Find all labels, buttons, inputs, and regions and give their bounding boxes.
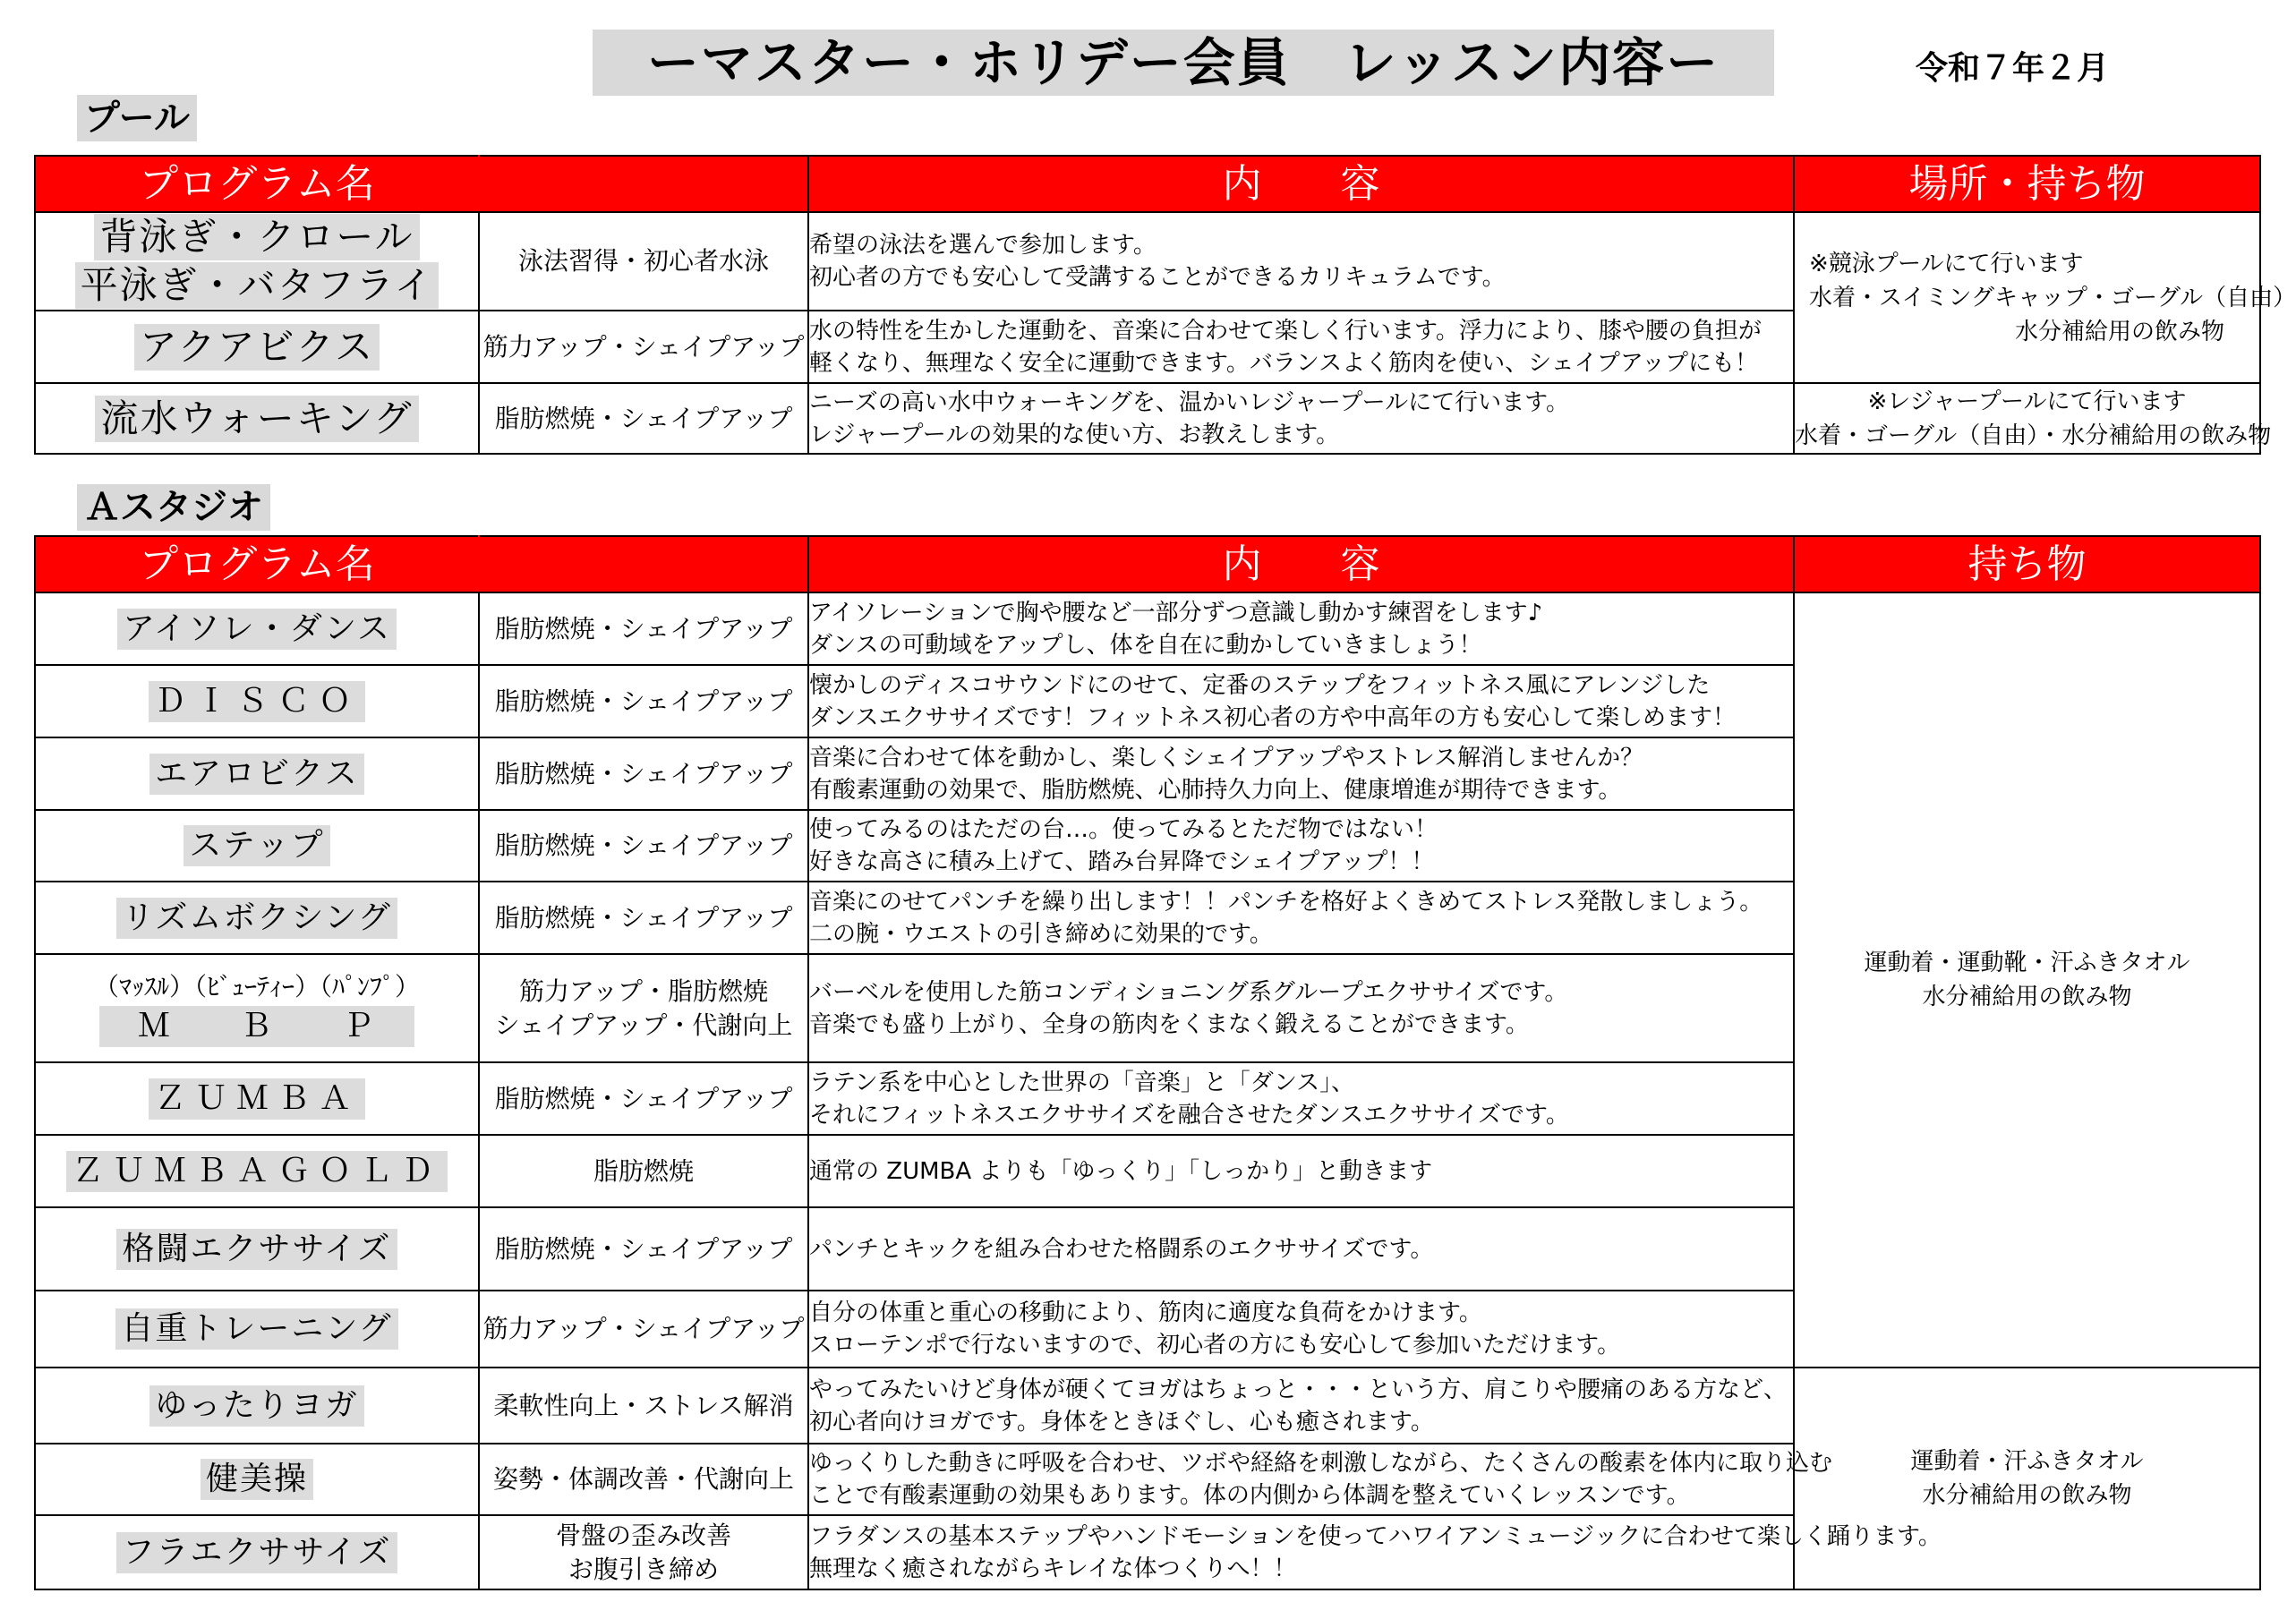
description-line: ゆっくりした動きに呼吸を合わせ、ツボや経絡を刺激しながら、たくさんの酸素を体内に取り込む	[809, 1450, 1832, 1477]
program-name-text: フラエクササイズ	[116, 1532, 397, 1573]
category-line: お腹引き締め	[568, 1554, 719, 1584]
description-line: レジャープールの効果的な使い方、お教えします。	[809, 421, 1340, 448]
items-line: 水分補給用の飲み物	[2015, 318, 2225, 345]
program-name-text: 流水ウォーキング	[95, 396, 418, 442]
header-content: 内 容	[808, 156, 1794, 212]
header-blank	[479, 156, 808, 212]
description-line: 音楽に合わせて体を動かし、楽しくシェイプアップやストレス解消しませんか？	[809, 744, 1644, 771]
description-line: パンチとキックを組み合わせた格闘系のエクササイズです。	[809, 1235, 1434, 1263]
items-line: 運動着・運動靴・汗ふきタオル	[1864, 950, 2190, 976]
program-category: 姿勢・体調改善・代謝向上	[479, 1444, 808, 1515]
program-name-text: Ｍ Ｂ Ｐ	[99, 1006, 414, 1047]
header-program: プログラム名	[35, 156, 479, 212]
program-name	[35, 810, 479, 882]
description-line: 音楽でも盛り上がり、全身の筋肉をくまなく鍛えることができます。	[809, 1010, 1529, 1038]
items-line: 水分補給用の飲み物	[1922, 1482, 2132, 1509]
program-name-text: リズムボクシング	[116, 898, 397, 939]
document-title: ーマスター・ホリデー会員 レッスン内容ー	[593, 30, 1774, 96]
items-line: 水着・スイミングキャップ・ゴーグル（自由）	[1809, 284, 2296, 311]
program-description	[808, 1207, 1794, 1291]
program-name-line: 平泳ぎ・バタフライ	[75, 262, 440, 309]
program-category: 脂肪燃焼	[479, 1135, 808, 1207]
document-date: 令和７年２月	[1916, 50, 2110, 87]
description-line: ことで有酸素運動の効果もあります。体の内側から体調を整えていくレッスンです。	[809, 1482, 1690, 1509]
program-description	[808, 1062, 1794, 1135]
items-line: ※レジャープールにて行います	[1867, 388, 2187, 415]
items-cell	[1794, 1368, 2260, 1589]
program-category: 筋力アップ・シェイプアップ	[479, 1291, 808, 1368]
program-name	[35, 311, 479, 383]
program-name	[35, 737, 479, 810]
items-cell	[1794, 592, 2260, 1368]
section-heading-studio: Ａスタジオ	[77, 484, 270, 531]
program-description	[808, 212, 1794, 311]
program-description	[808, 1515, 1942, 1589]
description-line: ニーズの高い水中ウォーキングを、温かいレジャープールにて行います。	[809, 388, 1570, 416]
program-name	[35, 1515, 479, 1589]
program-category	[479, 954, 808, 1062]
description-line: それにフィットネスエクササイズを融合させたダンスエクササイズです。	[809, 1101, 1569, 1129]
program-description	[808, 954, 1794, 1062]
program-category: 脂肪燃焼・シェイプアップ	[479, 737, 808, 810]
program-name-text: ＺＵＭＢＡＧＯＬＤ	[66, 1151, 448, 1192]
program-name	[35, 212, 479, 311]
program-description	[808, 665, 1794, 737]
items-cell	[1794, 383, 2272, 454]
program-description	[808, 1135, 1794, 1207]
program-description	[808, 592, 1794, 665]
program-description	[808, 1291, 1794, 1368]
items-line: ※競泳プールにて行います	[1809, 250, 2084, 277]
program-name	[35, 665, 479, 737]
category-line: 骨盤の歪み改善	[555, 1520, 731, 1550]
header-content: 内 容	[808, 536, 1794, 592]
description-line: ダンスの可動域をアップし、体を自在に動かしていきましょう！	[809, 631, 1482, 659]
table-row	[35, 383, 2260, 454]
program-name-line: 背泳ぎ・クロール	[94, 214, 419, 260]
program-name	[35, 1062, 479, 1135]
description-line: 軽くなり、無理なく安全に運動できます。バランスよく筋肉を使い、シェイプアップにも！	[809, 349, 1759, 377]
program-category: 脂肪燃焼・シェイプアップ	[479, 1207, 808, 1291]
program-name	[35, 1135, 479, 1207]
program-name	[35, 383, 479, 454]
description-line: ダンスエクササイズです！フィットネス初心者の方や中高年の方も安心して楽しめます！	[809, 703, 1737, 731]
description-line: 音楽にのせてパンチを繰り出します！！パンチを格好よくきめてストレス発散しましょう。	[809, 888, 1763, 916]
program-category: 脂肪燃焼・シェイプアップ	[479, 383, 808, 454]
description-line: 有酸素運動の効果で、脂肪燃焼、心肺持久力向上、健康増進が期待できます。	[809, 776, 1622, 804]
program-description	[808, 311, 1794, 383]
table-row	[35, 212, 2260, 311]
program-name-text: 自重トレーニング	[115, 1308, 397, 1350]
description-line: スローテンポで行ないますので、初心者の方にも安心して参加いただけます。	[809, 1332, 1621, 1359]
program-name-text: 健美操	[201, 1459, 313, 1500]
header-items: 持ち物	[1794, 536, 2260, 592]
table-row	[35, 1368, 2260, 1444]
category-line: 筋力アップ・脂肪燃焼	[518, 976, 769, 1006]
description-line: 希望の泳法を選んで参加します。	[809, 232, 1157, 259]
program-name-text: 格闘エクササイズ	[116, 1229, 397, 1270]
items-cell	[1794, 212, 2296, 383]
description-line: 使ってみるのはただの台…。使ってみるとただ物ではない！	[809, 816, 1438, 843]
studio-lesson-table	[34, 535, 2261, 1590]
table-header-row	[35, 156, 2260, 212]
program-category	[479, 1515, 808, 1589]
description-line: 懐かしのディスコサウンドにのせて、定番のステップをフィットネス風にアレンジした	[809, 671, 1711, 699]
program-name	[35, 954, 479, 1062]
header-blank	[479, 536, 808, 592]
description-line: 水の特性を生かした運動を、音楽に合わせて楽しく行います。浮力により、膝や腰の負担が	[809, 317, 1762, 345]
program-name	[35, 592, 479, 665]
description-line: 自分の体重と重心の移動により、筋肉に適度な負荷をかけます。	[809, 1299, 1482, 1326]
pool-lesson-table	[34, 155, 2296, 455]
description-line: アイソレーションで胸や腰など一部分ずつ意識し動かす練習をします♪	[809, 599, 1543, 626]
description-line: 二の腕・ウエストの引き締めに効果的です。	[809, 920, 1273, 948]
program-name-text: ＤＩＳＣＯ	[149, 681, 365, 722]
program-description	[808, 882, 1794, 954]
description-line: 好きな高さに積み上げて、踏み台昇降でシェイプアップ！！	[809, 848, 1435, 875]
program-name	[35, 882, 479, 954]
description-line: 無理なく癒されながらキレイな体つくりへ！！	[809, 1555, 1297, 1582]
program-category: 脂肪燃焼・シェイプアップ	[479, 1062, 808, 1135]
table-header-row	[35, 536, 2260, 592]
section-heading-pool: プール	[77, 95, 197, 141]
header-items: 場所・持ち物	[1794, 156, 2260, 212]
table-row	[35, 592, 2260, 665]
description-line: やってみたいけど身体が硬くてヨガはちょっと・・・という方、肩こりや腰痛のある方など、	[809, 1376, 1788, 1403]
description-line: ラテン系を中心とした世界の「音楽」と「ダンス」、	[809, 1069, 1355, 1096]
header-program: プログラム名	[35, 536, 479, 592]
program-category: 脂肪燃焼・シェイプアップ	[479, 810, 808, 882]
items-line: 水分補給用の飲み物	[1922, 984, 2132, 1010]
program-category: 脂肪燃焼・シェイプアップ	[479, 592, 808, 665]
program-name-text: ステップ	[184, 825, 329, 866]
program-name-text: ゆったりヨガ	[149, 1385, 364, 1427]
program-category: 柔軟性向上・ストレス解消	[479, 1368, 808, 1444]
description-line: フラダンスの基本ステップやハンドモーションを使ってハワイアンミュージックに合わせて楽しく踊ります。	[809, 1522, 1942, 1550]
program-category: 脂肪燃焼・シェイプアップ	[479, 882, 808, 954]
program-description	[808, 1444, 1832, 1515]
description-line: バーベルを使用した筋コンディショニング系グループエクササイズです。	[809, 978, 1568, 1006]
category-line: シェイプアップ・代謝向上	[494, 1010, 793, 1040]
items-line: 運動着・汗ふきタオル	[1910, 1448, 2144, 1475]
program-name	[35, 1291, 479, 1368]
program-name	[35, 1368, 479, 1444]
program-name-text: エアロビクス	[149, 754, 364, 795]
program-name-text: ＺＵＭＢＡ	[149, 1078, 365, 1120]
items-line: 水着・ゴーグル（自由）・水分補給用の飲み物	[1795, 422, 2272, 449]
program-category: 筋力アップ・シェイプアップ	[479, 311, 808, 383]
description-line: 通常の ZUMBA よりも「ゆっくり」「しっかり」と動きます	[809, 1157, 1433, 1185]
program-description	[808, 810, 1794, 882]
description-line: 初心者の方でも安心して受講することができるカリキュラムです。	[809, 264, 1506, 291]
program-category: 泳法習得・初心者水泳	[479, 212, 808, 311]
program-name	[35, 1444, 479, 1515]
program-name-text: アクアビクス	[134, 324, 380, 371]
program-name-text: アイソレ・ダンス	[117, 609, 397, 650]
program-description	[808, 383, 1794, 454]
program-name-subtitle: （ﾏｯｽﾙ）（ﾋﾞｭｰﾃｨｰ）（ﾊﾟﾝﾌﾟ）	[93, 971, 420, 1001]
description-line: 初心者向けヨガです。身体をときほぐし、心も癒されます。	[809, 1408, 1434, 1436]
program-description	[808, 1368, 1794, 1444]
program-name	[35, 1207, 479, 1291]
program-description	[808, 737, 1794, 810]
program-category: 脂肪燃焼・シェイプアップ	[479, 665, 808, 737]
